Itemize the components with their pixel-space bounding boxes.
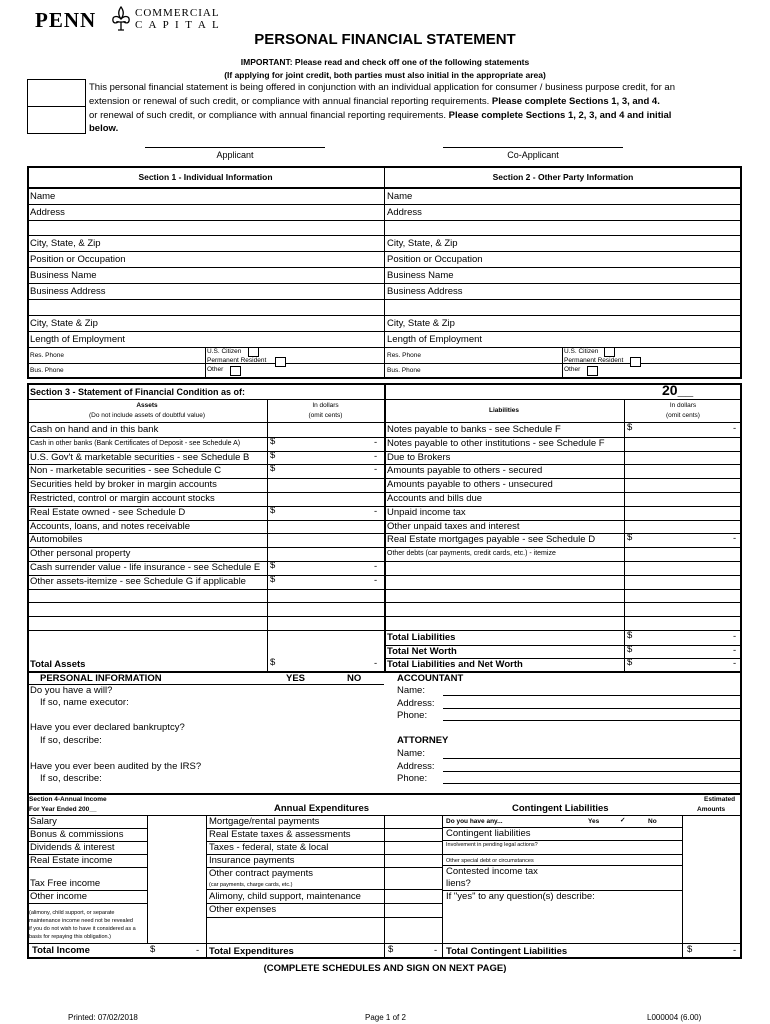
logo xyxy=(35,6,235,34)
other-income: Other income xyxy=(30,891,88,902)
liability-row-label: Unpaid income tax xyxy=(387,506,466,518)
bankruptcy-question: Have you ever declared bankruptcy? xyxy=(30,722,185,733)
section1-bus-phone[interactable]: Bus. Phone xyxy=(30,367,64,374)
form-number: L000004 (6.00) xyxy=(647,1013,702,1022)
audit-question: Have you ever been audited by the IRS? xyxy=(30,761,202,772)
section1-city2[interactable]: City, State & Zip xyxy=(30,318,98,329)
asset-row-dash: - xyxy=(374,450,378,462)
logo-capital: C A P I T A L xyxy=(135,19,221,31)
liability-row-dollar: $ xyxy=(627,532,633,544)
section2-city[interactable]: City, State, & Zip xyxy=(387,238,458,249)
asset-row-label: Automobiles xyxy=(30,534,83,546)
liability-row-dash: - xyxy=(733,423,737,434)
attorney-title: ATTORNEY xyxy=(397,735,449,746)
total-liab-net-worth-dash: - xyxy=(733,658,737,669)
liability-row-divider xyxy=(384,575,742,576)
statement-joint-line1 xyxy=(89,110,671,122)
section2-position[interactable]: Position or Occupation xyxy=(387,254,483,265)
page-title: PERSONAL FINANCIAL STATEMENT xyxy=(254,31,516,48)
asset-row-label: U.S. Gov't & marketable securities - see Schedule B xyxy=(30,451,250,463)
logo-commercial: COMMERCIAL xyxy=(135,7,220,19)
assets-note: (Do not include assets of doubtful value) xyxy=(89,412,205,419)
section2-res-phone[interactable]: Res. Phone xyxy=(387,352,421,359)
other-contract-note: (car payments, charge cards, etc.) xyxy=(209,882,293,888)
section4-title: Section 4-Annual Income xyxy=(29,796,107,803)
asset-row-label: Other personal property xyxy=(30,548,131,560)
attorney-phone-line[interactable] xyxy=(443,783,740,784)
total-assets-label: Total Assets xyxy=(30,659,86,670)
expenditure-row-label: Mortgage/rental payments xyxy=(209,816,320,827)
section1-business-address[interactable]: Business Address xyxy=(30,286,106,297)
asset-row-dash: - xyxy=(374,574,378,586)
liability-row-label: Amounts payable to others - secured xyxy=(387,465,543,477)
expenditure-row-label: Taxes - federal, state & local xyxy=(209,842,329,853)
accountant-address-line[interactable] xyxy=(443,708,740,709)
contingent-checkmark: ✓ xyxy=(620,817,626,824)
income-row-divider xyxy=(27,867,147,868)
statement-joint-text: or renewal of such credit, or compliance with annual financial reporting requirements. xyxy=(89,110,446,121)
section2-address[interactable]: Address xyxy=(387,207,422,218)
total-liabilities-label: Total Liabilities xyxy=(387,632,456,643)
liabilities-header: Liabilities xyxy=(489,407,519,414)
page-number: Page 1 of 2 xyxy=(365,1013,406,1022)
section1-address[interactable]: Address xyxy=(30,207,65,218)
other-contract-payments: Other contract payments xyxy=(209,868,314,879)
contingent-no-header: No xyxy=(648,818,657,825)
total-net-worth-label: Total Net Worth xyxy=(387,646,457,657)
accountant-title: ACCOUNTANT xyxy=(397,673,464,684)
liability-row-dollar: $ xyxy=(627,422,633,433)
section3-year[interactable]: 20__ xyxy=(662,382,694,398)
total-assets-dash: - xyxy=(374,658,378,669)
liability-row-label: Notes payable to other institutions - see Schedule F xyxy=(387,437,605,449)
liability-row-label: Other debts (car payments, credit cards, etc.) - itemize xyxy=(387,550,556,558)
do-you-have: Do you have any... xyxy=(446,818,503,825)
liability-row-dash: - xyxy=(733,533,737,545)
personal-yes-header: YES xyxy=(286,673,306,684)
statement-individual-line2 xyxy=(89,96,660,108)
statement-individual-sections: Please complete Sections 1, 3, and 4. xyxy=(491,96,660,107)
section2-bus-phone[interactable]: Bus. Phone xyxy=(387,367,421,374)
will-question: Do you have a will? xyxy=(30,685,113,696)
total-liabilities-dollar: $ xyxy=(627,630,633,641)
asset-row-label: Accounts, loans, and notes receivable xyxy=(30,520,191,532)
contingent-liabilities-item: Contingent liabilities xyxy=(446,828,531,839)
asset-row-label: Non - marketable securities - see Schedule C xyxy=(30,465,222,477)
total-liab-net-worth-dollar: $ xyxy=(627,657,633,668)
estimated-header: Estimated xyxy=(704,796,736,803)
statement-individual-text: extension or renewal of such credit, or compliance with annual financial reporting requirements. xyxy=(89,96,490,107)
alimony-note-line: maintenance income need not be revealed xyxy=(29,918,133,924)
total-contingent-dollar: $ xyxy=(687,944,693,955)
alimony-note-line: if you do not wish to have it considered as a xyxy=(29,926,136,932)
section1-other: Other xyxy=(207,366,224,373)
section1-other-checkbox[interactable] xyxy=(230,366,241,376)
alimony-note-line: basis for repaying this obligation.) xyxy=(29,934,111,940)
total-contingent-label: Total Contingent Liabilities xyxy=(446,946,568,957)
section4-year-ended: For Year Ended 200__ xyxy=(29,806,97,813)
section2-perm-resident: Permanent Resident xyxy=(564,357,624,364)
contingent-yes-header: Yes xyxy=(588,818,600,825)
assets-dollars-header: In dollars xyxy=(312,402,339,409)
statement-joint-sections: Please complete Sections 1, 2, 3, and 4 and initial xyxy=(448,110,672,121)
amounts-header: Amounts xyxy=(697,806,726,813)
section1-us-citizen: U.S. Citizen xyxy=(207,348,242,355)
asset-row-divider xyxy=(27,630,384,631)
asset-row-dash: - xyxy=(374,561,378,572)
section1-position[interactable]: Position or Occupation xyxy=(30,254,126,265)
liability-row-divider xyxy=(384,602,742,603)
asset-row-dash: - xyxy=(374,505,378,517)
statement-joint-line2: below. xyxy=(89,123,119,134)
audit-describe: If so, describe: xyxy=(40,773,102,784)
section2-other-checkbox[interactable] xyxy=(587,366,598,376)
liability-row-label: Amounts payable to others - unsecured xyxy=(387,479,553,491)
personal-info-title: PERSONAL INFORMATION xyxy=(40,673,162,684)
attorney-phone: Phone: xyxy=(397,773,428,784)
liability-row-divider xyxy=(384,589,742,590)
joint-credit-note: (If applying for joint credit, both parties must also initial in the appropriate area) xyxy=(224,70,546,80)
section1-business-name[interactable]: Business Name xyxy=(30,270,97,281)
attorney-name: Name: xyxy=(397,748,425,759)
initial-box-joint[interactable] xyxy=(27,106,86,134)
liabilities-omit-cents: (omit cents) xyxy=(666,412,700,419)
total-contingent-dash: - xyxy=(733,945,737,956)
logo-penn: PENN xyxy=(35,8,97,32)
section2-length[interactable]: Length of Employment xyxy=(387,334,483,345)
attorney-address-line[interactable] xyxy=(443,771,740,772)
liability-row-divider xyxy=(384,616,742,617)
total-liabilities-dash: - xyxy=(733,631,737,642)
section1-city[interactable]: City, State, & Zip xyxy=(30,238,101,249)
liability-row-label: Due to Brokers xyxy=(387,451,451,463)
liability-row-divider xyxy=(384,630,742,631)
liability-row-label: Real Estate mortgages payable - see Schedule D xyxy=(387,534,596,546)
section2-city2[interactable]: City, State & Zip xyxy=(387,318,455,329)
section1-length[interactable]: Length of Employment xyxy=(30,334,126,345)
asset-row-label: Cash in other banks (Bank Certificates of Deposit - see Schedule A) xyxy=(30,439,241,447)
applicant-label: Applicant xyxy=(216,150,254,160)
section2-other: Other xyxy=(564,366,581,373)
expenditure-row-label: Real Estate taxes & assessments xyxy=(209,829,351,840)
co-applicant-signature-line[interactable] xyxy=(443,147,623,148)
asset-row-label: Cash on hand and in this bank xyxy=(30,424,159,435)
asset-row-divider xyxy=(27,602,384,603)
section1-title: Section 1 - Individual Information xyxy=(138,172,273,182)
applicant-signature-line[interactable] xyxy=(145,147,325,148)
section2-name[interactable]: Name xyxy=(387,191,413,202)
statement-individual-line1: This personal financial statement is being offered in conjunction with an individual application for consumer / business purpose credit, for an xyxy=(89,82,675,93)
tax-free-income: Tax Free income xyxy=(30,878,101,889)
printed-label: Printed: xyxy=(68,1013,96,1022)
pending-legal-actions: Involvement in pending legal actions? xyxy=(446,842,538,848)
assets-omit-cents: (omit cents) xyxy=(308,412,343,419)
income-row-label: Real Estate income xyxy=(30,855,113,866)
total-income-dash: - xyxy=(196,945,200,956)
asset-row-dash: - xyxy=(374,464,378,476)
section1-name[interactable]: Name xyxy=(30,191,56,202)
section2-us-citizen-checkbox[interactable] xyxy=(604,347,615,357)
section1-perm-resident-checkbox[interactable] xyxy=(275,357,286,367)
asset-row-divider xyxy=(27,616,384,617)
alimony-note xyxy=(29,909,136,941)
liability-row-label: Accounts and bills due xyxy=(387,493,483,504)
asset-row-dollar: $ xyxy=(270,504,276,516)
accountant-name: Name: xyxy=(397,685,425,696)
complete-schedules-note: (COMPLETE SCHEDULES AND SIGN ON NEXT PAGE) xyxy=(263,963,507,974)
asset-row-dollar: $ xyxy=(270,573,276,585)
co-applicant-label: Co-Applicant xyxy=(507,150,559,160)
liabilities-dollars-header: In dollars xyxy=(669,402,697,409)
income-row-label: Bonus & commissions xyxy=(30,829,124,840)
footer-printed xyxy=(68,1013,138,1023)
accountant-phone-line[interactable] xyxy=(443,720,740,721)
assets-header: Assets xyxy=(136,402,158,409)
contested-income-tax: Contested income tax xyxy=(446,866,538,877)
total-income-dollar: $ xyxy=(150,944,156,955)
initial-box-individual[interactable] xyxy=(27,79,86,107)
asset-row-dollar: $ xyxy=(270,463,276,475)
accountant-name-line[interactable] xyxy=(443,695,740,696)
contingent-liabilities-title: Contingent Liabilities xyxy=(512,803,609,814)
fleur-de-lis-icon xyxy=(110,6,132,32)
liability-row-label: Notes payable to banks - see Schedule F xyxy=(387,424,561,435)
section2-title: Section 2 - Other Party Information xyxy=(492,172,634,182)
section3-title: Section 3 - Statement of Financial Condition as of: xyxy=(30,387,246,397)
asset-row-label: Securities held by broker in margin accounts xyxy=(30,479,217,491)
printed-date: 07/02/2018 xyxy=(97,1013,138,1022)
total-expenditures-dollar: $ xyxy=(388,944,394,955)
section2-us-citizen: U.S. Citizen xyxy=(564,348,599,355)
total-liab-net-worth-label: Total Liabilities and Net Worth xyxy=(387,659,523,670)
asset-row-divider xyxy=(27,589,384,590)
if-yes-describe: If "yes" to any question(s) describe: xyxy=(446,891,595,902)
income-row-label: Salary xyxy=(30,816,57,827)
asset-row-label: Real Estate owned - see Schedule D xyxy=(30,506,186,518)
accountant-address: Address: xyxy=(397,698,435,709)
total-expenditures-label: Total Expenditures xyxy=(209,946,294,957)
executor-question: If so, name executor: xyxy=(40,697,129,708)
liens: liens? xyxy=(446,878,471,889)
total-assets-dollar: $ xyxy=(270,657,276,668)
other-expenses: Other expenses xyxy=(209,904,277,915)
asset-row-label: Cash surrender value - life insurance - see Schedule E xyxy=(30,562,261,573)
liability-row-label: Other unpaid taxes and interest xyxy=(387,520,520,532)
section2-business-address[interactable]: Business Address xyxy=(387,286,463,297)
total-net-worth-dash: - xyxy=(733,645,737,656)
bankruptcy-describe: If so, describe: xyxy=(40,735,102,746)
asset-row-dollar: $ xyxy=(270,560,276,571)
section1-perm-resident: Permanent Resident xyxy=(207,357,267,364)
section1-res-phone[interactable]: Res. Phone xyxy=(30,352,64,359)
personal-no-header: NO xyxy=(347,673,362,684)
asset-row-label: Other assets-itemize - see Schedule G if applicable xyxy=(30,575,246,587)
alimony-expenditure: Alimony, child support, maintenance xyxy=(209,891,361,902)
asset-row-dollar: $ xyxy=(270,449,276,461)
attorney-address: Address: xyxy=(397,761,435,772)
total-net-worth-dollar: $ xyxy=(627,644,633,655)
accountant-phone: Phone: xyxy=(397,710,428,721)
section2-business-name[interactable]: Business Name xyxy=(387,270,454,281)
income-row-label: Dividends & interest xyxy=(30,842,115,853)
section2-perm-resident-checkbox[interactable] xyxy=(630,357,641,367)
annual-expenditures-title: Annual Expenditures xyxy=(274,803,370,814)
expenditure-row-label: Insurance payments xyxy=(209,855,295,866)
total-income-label: Total Income xyxy=(32,945,90,956)
asset-row-dollar: $ xyxy=(270,435,276,447)
section1-us-citizen-checkbox[interactable] xyxy=(248,347,259,357)
special-debt: Other special debt or circumstances xyxy=(446,858,534,864)
asset-row-dash: - xyxy=(374,436,378,448)
alimony-note-line: (alimony, child support, or separate xyxy=(29,910,115,916)
attorney-name-line[interactable] xyxy=(443,758,740,759)
total-expenditures-dash: - xyxy=(434,945,438,956)
liability-row-divider xyxy=(384,561,742,562)
asset-row-label: Restricted, control or margin account stocks xyxy=(30,493,215,504)
important-note: IMPORTANT: Please read and check off one of the following statements xyxy=(240,57,530,67)
